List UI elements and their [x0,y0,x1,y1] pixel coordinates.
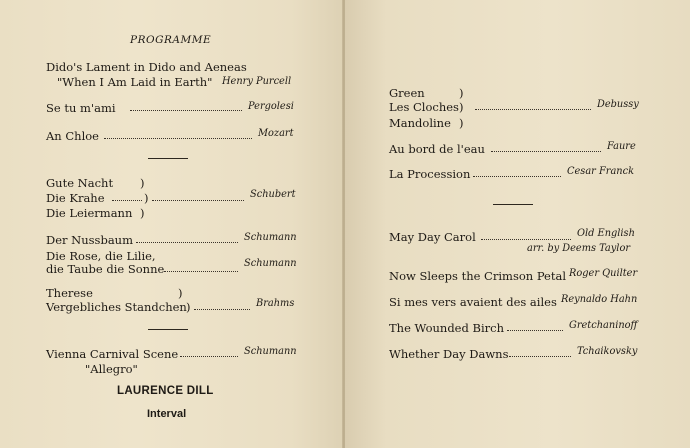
composer-schumann: Schumann [244,346,297,357]
composer-schumann: Schumann [244,232,297,243]
may-day-carol-title: May Day Carol [389,230,476,244]
composer-faure: Faure [607,141,636,152]
now-sleeps-title: Now Sleeps the Crimson Petal [389,269,567,283]
si-mes-vers-title: Si mes vers avaient des ailes [389,295,557,309]
composer-schumann: Schumann [244,258,297,269]
composer-brahms: Brahms [256,298,295,309]
bracket: ) [140,176,145,190]
dot-leader [104,138,252,139]
arrangement-credit: arr. by Deems Taylor [527,243,631,254]
composer-gretchaninoff: Gretchaninoff [569,320,638,331]
bracket: ) [459,116,464,130]
interval-label: Interval [147,408,187,420]
dot-leader [473,176,561,177]
dido-lament-title: Dido's Lament in Dido and Aeneas [46,60,247,74]
dot-leader [507,330,563,331]
composer-reynaldo-hahn: Reynaldo Hahn [561,294,638,305]
section-divider [148,329,188,330]
dot-leader [130,110,242,111]
bracket: ) [459,86,464,100]
dot-leader [152,200,244,201]
au-bord-title: Au bord de l'eau [389,142,485,156]
programme-left-page [0,0,343,448]
dot-leader [509,356,571,357]
vienna-carnival-title: Vienna Carnival Scene [46,347,179,361]
bracket: ) [140,206,145,220]
dot-leader [481,239,571,240]
section-divider [493,204,533,205]
mandoline-title: Mandoline [389,116,451,130]
dot-leader [491,151,601,152]
bracket: ) [459,100,464,114]
composer-mozart: Mozart [258,128,294,139]
programme-heading: PROGRAMME [130,34,212,46]
composer-roger-quilter: Roger Quilter [569,268,638,279]
bracket: ) [186,300,191,314]
section-divider [148,158,188,159]
an-chloe-title: An Chloe [46,129,99,143]
die-leiermann-title: Die Leiermann [46,206,133,220]
les-cloches-title: Les Cloches [389,100,459,114]
composer-tchaikovsky: Tchaikovsky [577,346,638,357]
bracket: ) [178,286,183,300]
dot-leader [136,242,238,243]
die-taube-title: die Taube die Sonne [46,262,165,276]
composer-purcell: Henry Purcell [222,76,292,87]
therese-title: Therese [46,286,93,300]
se-tu-mami-title: Se tu m'ami [46,101,116,115]
die-rose-title: Die Rose, die Lilie, [46,249,156,263]
der-nussbaum-title: Der Nussbaum [46,233,133,247]
whether-day-dawns-title: Whether Day Dawns [389,347,509,361]
dido-lament-subtitle: "When I Am Laid in Earth" [57,75,213,89]
green-title: Green [389,86,425,100]
dot-leader [475,109,591,110]
gute-nacht-title: Gute Nacht [46,176,114,190]
composer-schubert: Schubert [250,189,296,200]
wounded-birch-title: The Wounded Birch [389,321,504,335]
programme-right-page [345,0,690,448]
vergebliches-standchen-title: Vergebliches Standchen [46,300,187,314]
dot-leader [112,200,142,201]
allegro-subtitle: "Allegro" [85,362,138,376]
la-procession-title: La Procession [389,167,471,181]
performer-name: LAURENCE DILL [117,385,214,397]
dot-leader [180,356,238,357]
dot-leader [164,271,238,272]
bracket: ) [144,191,149,205]
dot-leader [194,309,250,310]
die-krahe-title: Die Krahe [46,191,105,205]
composer-debussy: Debussy [597,99,639,110]
composer-cesar-franck: Cesar Franck [567,166,635,177]
composer-pergolesi: Pergolesi [248,101,294,112]
composer-old-english: Old English [577,228,635,239]
